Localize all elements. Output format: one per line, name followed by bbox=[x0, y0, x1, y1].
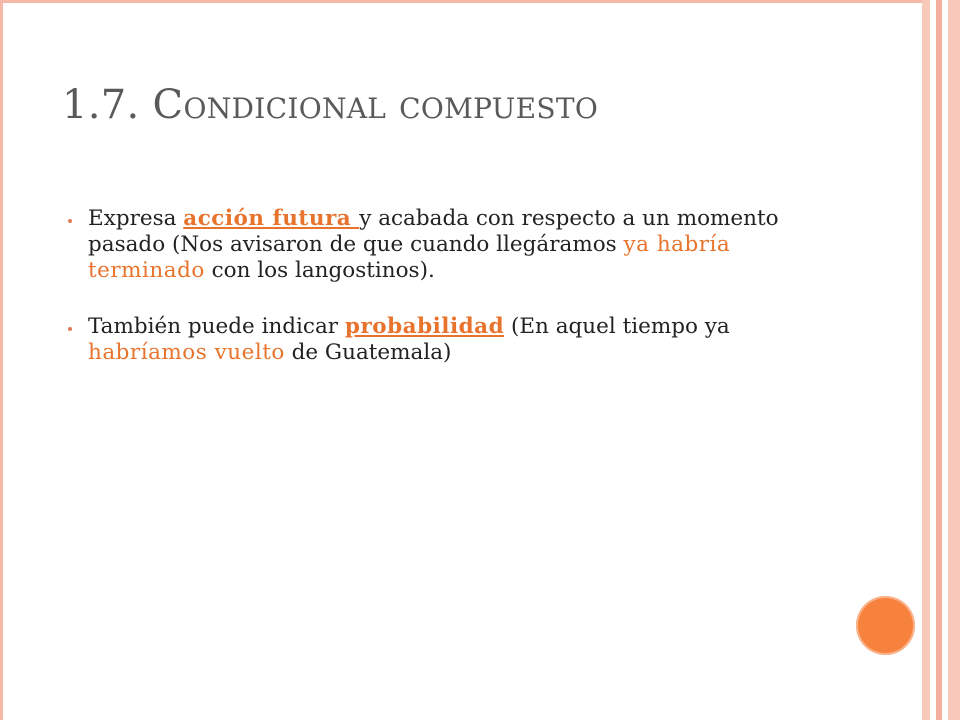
bullet-pre: También puede indicar bbox=[88, 314, 345, 339]
highlight-text: ya habría terminado bbox=[88, 232, 731, 283]
highlight-text: habríamos vuelto bbox=[88, 340, 285, 365]
bullet-item bbox=[68, 206, 828, 284]
bullet-list bbox=[68, 206, 828, 396]
link-probabilidad[interactable]: probabilidad bbox=[344, 314, 505, 339]
decorative-stripe bbox=[922, 0, 930, 720]
bullet-item bbox=[68, 314, 828, 366]
link-accion-futura[interactable]: acción futura bbox=[183, 206, 360, 231]
bullet-mid: y acabada con respecto a un momento pasado (Nos avisaron de que cuando llegáramos bbox=[88, 206, 779, 257]
decorative-stripe bbox=[948, 0, 960, 720]
bullet-mid: (En aquel tiempo ya bbox=[504, 314, 730, 339]
bullet-icon bbox=[68, 219, 72, 223]
bullet-text bbox=[88, 206, 828, 284]
bullet-post: de Guatemala) bbox=[284, 340, 452, 365]
bullet-icon bbox=[68, 327, 72, 331]
title-number: 1.7. bbox=[62, 82, 140, 128]
bullet-text bbox=[88, 314, 828, 366]
slide-title bbox=[62, 82, 598, 128]
decorative-circle-icon bbox=[856, 596, 915, 655]
bullet-post: con los langostinos). bbox=[204, 258, 435, 283]
title-text: Condicional compuesto bbox=[152, 82, 599, 128]
bullet-pre: Expresa bbox=[88, 206, 184, 231]
